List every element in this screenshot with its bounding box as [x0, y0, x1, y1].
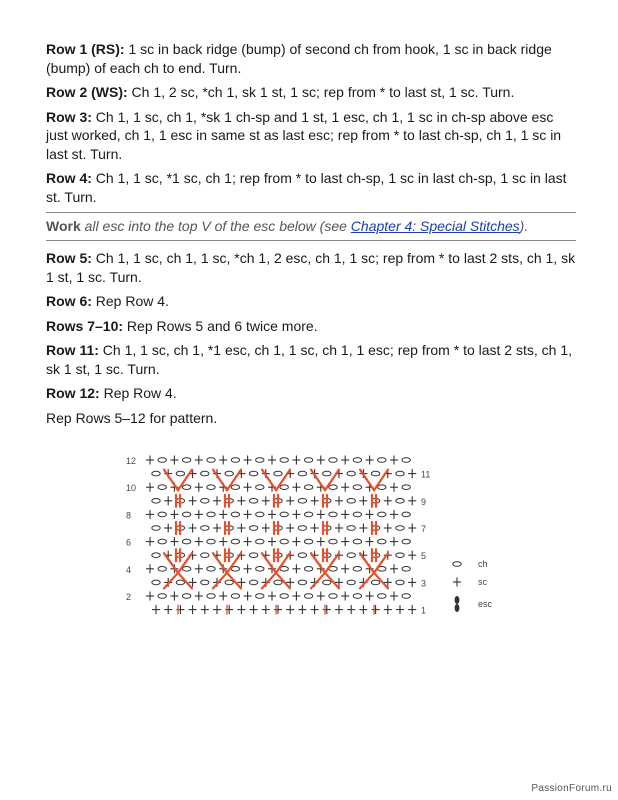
sc-symbol — [341, 592, 349, 601]
sc-symbol — [195, 537, 203, 546]
row-number-left: 12 — [126, 456, 137, 466]
ch-symbol — [249, 580, 257, 585]
sc-symbol — [195, 456, 203, 465]
sc-symbol — [390, 510, 398, 519]
row-number-right: 11 — [421, 469, 431, 480]
sc-symbol — [268, 456, 276, 465]
row-label: Row 11: — [46, 342, 99, 358]
sc-symbol — [237, 524, 245, 533]
sc-symbol — [189, 605, 197, 614]
sc-symbol — [237, 605, 245, 614]
ch-symbol — [396, 471, 404, 476]
ch-symbol — [207, 512, 215, 517]
ch-symbol — [280, 485, 288, 490]
pattern-content — [46, 40, 576, 433]
sc-symbol — [201, 605, 209, 614]
ch-symbol — [256, 512, 264, 517]
row-label: Row 2 (WS): — [46, 84, 128, 100]
ch-symbol — [231, 539, 239, 544]
ch-symbol — [298, 553, 306, 558]
sc-symbol — [274, 605, 282, 614]
ch-symbol — [207, 567, 215, 572]
sc-symbol — [390, 592, 398, 601]
sc-symbol — [292, 483, 300, 492]
sc-symbol — [244, 456, 252, 465]
row-number-right: 3 — [421, 578, 427, 589]
ch-symbol — [280, 594, 288, 599]
ch-symbol — [182, 512, 190, 517]
sc-symbol — [262, 605, 270, 614]
row-label: Row 5: — [46, 250, 92, 266]
sc-symbol — [359, 524, 367, 533]
sc-symbol — [244, 564, 252, 573]
sc-symbol — [390, 456, 398, 465]
ch-symbol — [249, 499, 257, 504]
ch-symbol — [201, 526, 209, 531]
sc-symbol — [317, 537, 325, 546]
ch-symbol — [298, 499, 306, 504]
ch-symbol — [158, 567, 166, 572]
ch-symbol — [158, 485, 166, 490]
ch-symbol — [256, 567, 264, 572]
ch-symbol — [402, 594, 410, 599]
sc-symbol — [335, 605, 343, 614]
sc-symbol — [335, 496, 343, 505]
row-number-right: 1 — [421, 605, 427, 616]
sc-symbol — [268, 592, 276, 601]
ch-symbol — [298, 471, 306, 476]
sc-symbol — [341, 456, 349, 465]
ch-symbol — [329, 594, 337, 599]
ch-symbol — [378, 512, 386, 517]
sc-symbol — [152, 605, 160, 614]
stitch-chart-svg — [118, 446, 508, 636]
sc-symbol — [189, 496, 197, 505]
ch-symbol — [323, 471, 331, 476]
sc-symbol — [262, 496, 270, 505]
sc-symbol — [268, 510, 276, 519]
ch-symbol — [378, 458, 386, 463]
sc-symbol — [292, 456, 300, 465]
ch-symbol — [396, 526, 404, 531]
ch-symbol — [201, 553, 209, 558]
ch-symbol — [353, 458, 361, 463]
row-number-left: 2 — [126, 592, 132, 602]
sc-symbol — [408, 469, 416, 478]
row-label: Row 3: — [46, 108, 92, 125]
sc-symbol — [366, 592, 374, 601]
row-text: Rep Rows 5 and 6 twice more. — [123, 317, 318, 334]
sc-symbol — [341, 537, 349, 546]
sc-symbol — [292, 592, 300, 601]
ch-symbol — [371, 471, 379, 476]
closing-instruction: Rep Rows 5–12 for pattern. — [46, 409, 218, 426]
sc-symbol — [390, 483, 398, 492]
sc-symbol — [219, 510, 227, 519]
sc-symbol — [292, 537, 300, 546]
sc-symbol — [453, 578, 461, 587]
row-number-left: 8 — [126, 510, 132, 521]
ch-symbol — [453, 562, 461, 567]
row-3 — [46, 108, 576, 164]
ch-symbol — [256, 458, 264, 463]
ch-symbol — [353, 594, 361, 599]
ch-symbol — [182, 567, 190, 572]
ch-symbol — [329, 512, 337, 517]
row-label: Row 6: — [46, 293, 92, 309]
ch-symbol — [371, 580, 379, 585]
ch-symbol — [304, 594, 312, 599]
ch-symbol — [378, 485, 386, 490]
sc-symbol — [268, 537, 276, 546]
row-4 — [46, 169, 576, 206]
ch-symbol — [353, 512, 361, 517]
sc-symbol — [341, 483, 349, 492]
row-text: Ch 1, 1 sc, ch 1, *sk 1 ch-sp and 1 st, 1 esc, ch 1, 1 sc in ch-sp above esc just worked, ch 1, 1 esc in same st as last esc; rep from * to last ch-sp, ch 1, 1 sc in last st. Turn. — [46, 108, 562, 162]
sc-symbol — [292, 564, 300, 573]
row-text: Ch 1, 1 sc, ch 1, *1 esc, ch 1, 1 sc, ch 1, 1 esc; rep from * to last 2 sts, ch 1, sk 1 st, 1 sc. Turn. — [46, 342, 573, 377]
ch-symbol — [347, 471, 355, 476]
row-number-right: 9 — [421, 496, 427, 507]
sc-symbol — [237, 496, 245, 505]
ch-symbol — [231, 594, 239, 599]
sc-symbol — [323, 605, 331, 614]
esc-icon — [455, 596, 460, 604]
ch-symbol — [378, 594, 386, 599]
sc-symbol — [341, 510, 349, 519]
ch-symbol — [280, 458, 288, 463]
row-text: Ch 1, 1 sc, ch 1, 1 sc, *ch 1, 2 esc, ch 1, 1 sc; rep from * to last 2 sts, ch 1, sk 1 st, 1 sc. Turn. — [46, 250, 576, 285]
sc-symbol — [359, 496, 367, 505]
legend-label-ch: ch — [478, 559, 488, 569]
ch-symbol — [152, 499, 160, 504]
row-number-left: 10 — [126, 483, 137, 494]
row-label: Row 12: — [46, 385, 100, 401]
sc-symbol — [146, 564, 154, 573]
ch-symbol — [176, 471, 184, 476]
ch-symbol — [396, 580, 404, 585]
sc-symbol — [384, 605, 392, 614]
ch-symbol — [158, 594, 166, 599]
ch-symbol — [152, 526, 160, 531]
stitch-chart — [118, 446, 508, 636]
ch-symbol — [329, 485, 337, 490]
sc-symbol — [219, 456, 227, 465]
sc-symbol — [164, 524, 172, 533]
ch-symbol — [347, 526, 355, 531]
sc-symbol — [195, 483, 203, 492]
ch-symbol — [402, 458, 410, 463]
sc-symbol — [146, 537, 154, 546]
sc-symbol — [146, 510, 154, 519]
ch-symbol — [256, 539, 264, 544]
sc-symbol — [195, 510, 203, 519]
ch-symbol — [158, 512, 166, 517]
sc-symbol — [384, 496, 392, 505]
sc-symbol — [408, 496, 416, 505]
ch-symbol — [347, 553, 355, 558]
sc-symbol — [250, 605, 258, 614]
sc-symbol — [396, 605, 404, 614]
esc-icon — [455, 604, 460, 612]
sc-symbol — [366, 456, 374, 465]
ch-symbol — [396, 499, 404, 504]
ch-symbol — [256, 594, 264, 599]
sc-symbol — [335, 524, 343, 533]
special-stitches-link[interactable]: Chapter 4: Special Stitches — [350, 218, 520, 234]
row-number-left: 4 — [126, 564, 132, 575]
ch-symbol — [207, 539, 215, 544]
esc-symbol — [227, 470, 241, 491]
ch-symbol — [182, 485, 190, 490]
ch-symbol — [329, 458, 337, 463]
ch-symbol — [353, 539, 361, 544]
row-label: Row 1 (RS): — [46, 41, 125, 57]
ch-symbol — [176, 580, 184, 585]
ch-symbol — [231, 567, 239, 572]
ch-symbol — [201, 499, 209, 504]
sc-symbol — [262, 524, 270, 533]
ch-symbol — [256, 485, 264, 490]
sc-symbol — [146, 592, 154, 601]
ch-symbol — [304, 539, 312, 544]
sc-symbol — [286, 496, 294, 505]
legend-label-sc: sc — [478, 577, 487, 587]
ch-symbol — [298, 580, 306, 585]
row-11 — [46, 341, 576, 378]
rows-7-10 — [46, 317, 576, 336]
ch-symbol — [347, 499, 355, 504]
row-text: Rep Row 4. — [91, 293, 169, 309]
esc-symbol — [164, 573, 178, 589]
sc-symbol — [219, 537, 227, 546]
ch-symbol — [182, 594, 190, 599]
ch-symbol — [402, 512, 410, 517]
note-text: all esc into the top V of the esc below (see — [80, 218, 351, 234]
sc-symbol — [170, 592, 178, 601]
ch-symbol — [249, 553, 257, 558]
ch-symbol — [249, 471, 257, 476]
sc-symbol — [347, 605, 355, 614]
sc-symbol — [244, 510, 252, 519]
sc-symbol — [317, 510, 325, 519]
row-text: Ch 1, 2 sc, *ch 1, sk 1 st, 1 sc; rep from * to last st, 1 sc. Turn. — [127, 84, 515, 100]
row-label: Row 4: — [46, 170, 92, 186]
sc-symbol — [164, 496, 172, 505]
sc-symbol — [146, 456, 154, 465]
sc-symbol — [408, 524, 416, 533]
sc-symbol — [195, 592, 203, 601]
row-12 — [46, 384, 576, 403]
sc-symbol — [286, 524, 294, 533]
sc-symbol — [384, 524, 392, 533]
sc-symbol — [311, 605, 319, 614]
row-5 — [46, 249, 576, 286]
sc-symbol — [146, 483, 154, 492]
sc-symbol — [366, 537, 374, 546]
row-number-right: 5 — [421, 551, 427, 562]
ch-symbol — [182, 458, 190, 463]
sc-symbol — [195, 564, 203, 573]
ch-symbol — [231, 458, 239, 463]
ch-symbol — [201, 580, 209, 585]
sc-symbol — [219, 592, 227, 601]
row-text: Rep Row 4. — [99, 385, 177, 401]
sc-symbol — [408, 605, 416, 614]
ch-symbol — [249, 526, 257, 531]
row-1 — [46, 40, 576, 77]
sc-symbol — [390, 564, 398, 573]
esc-symbol — [178, 470, 192, 491]
sc-symbol — [213, 605, 221, 614]
sc-symbol — [390, 537, 398, 546]
ch-symbol — [402, 539, 410, 544]
sc-symbol — [366, 510, 374, 519]
ch-symbol — [231, 485, 239, 490]
ch-symbol — [152, 580, 160, 585]
sc-symbol — [189, 524, 197, 533]
sc-symbol — [286, 605, 294, 614]
ch-symbol — [298, 526, 306, 531]
row-label: Rows 7–10: — [46, 317, 124, 334]
work-note — [46, 212, 576, 241]
ch-symbol — [225, 580, 233, 585]
row-number-left: 6 — [126, 537, 132, 548]
ch-symbol — [347, 580, 355, 585]
ch-symbol — [304, 567, 312, 572]
sc-symbol — [311, 496, 319, 505]
ch-symbol — [280, 539, 288, 544]
esc-symbol — [213, 573, 227, 589]
watermark: PassionForum.ru — [531, 783, 612, 794]
ch-symbol — [182, 539, 190, 544]
ch-symbol — [225, 471, 233, 476]
ch-symbol — [201, 471, 209, 476]
ch-symbol — [231, 512, 239, 517]
note-lead: Work — [46, 218, 81, 234]
ch-symbol — [158, 458, 166, 463]
sc-symbol — [170, 456, 178, 465]
legend-label-esc: esc — [478, 599, 493, 609]
sc-symbol — [170, 537, 178, 546]
ch-symbol — [402, 567, 410, 572]
ch-symbol — [353, 567, 361, 572]
sc-symbol — [213, 524, 221, 533]
row-text: Ch 1, 1 sc, *1 sc, ch 1; rep from * to last ch-sp, 1 sc in last ch-sp, 1 sc in last st. Turn. — [46, 170, 567, 205]
esc-symbol — [262, 573, 276, 589]
sc-symbol — [164, 605, 172, 614]
sc-symbol — [317, 592, 325, 601]
ch-symbol — [396, 553, 404, 558]
row-2 — [46, 83, 576, 102]
note-tail: ). — [519, 218, 529, 234]
ch-symbol — [378, 539, 386, 544]
ch-symbol — [207, 594, 215, 599]
sc-symbol — [341, 564, 349, 573]
ch-symbol — [304, 485, 312, 490]
ch-symbol — [158, 539, 166, 544]
sc-symbol — [372, 605, 380, 614]
row-6 — [46, 292, 576, 311]
sc-symbol — [408, 578, 416, 587]
ch-symbol — [280, 512, 288, 517]
sc-symbol — [311, 524, 319, 533]
sc-symbol — [213, 496, 221, 505]
sc-symbol — [292, 510, 300, 519]
ch-symbol — [329, 539, 337, 544]
sc-symbol — [317, 456, 325, 465]
ch-symbol — [323, 580, 331, 585]
ch-symbol — [274, 580, 282, 585]
sc-symbol — [244, 592, 252, 601]
sc-symbol — [359, 605, 367, 614]
ch-symbol — [152, 553, 160, 558]
ch-symbol — [274, 471, 282, 476]
row-number-right: 7 — [421, 524, 427, 534]
sc-symbol — [244, 537, 252, 546]
ch-symbol — [207, 485, 215, 490]
sc-symbol — [408, 551, 416, 560]
sc-symbol — [298, 605, 306, 614]
ch-symbol — [353, 485, 361, 490]
ch-symbol — [207, 458, 215, 463]
ch-symbol — [304, 458, 312, 463]
ch-symbol — [152, 471, 160, 476]
sc-symbol — [244, 483, 252, 492]
sc-symbol — [170, 510, 178, 519]
ch-symbol — [402, 485, 410, 490]
ch-symbol — [304, 512, 312, 517]
row-text: 1 sc in back ridge (bump) of second ch from hook, 1 sc in back ridge (bump) of each ch to end. Turn. — [46, 41, 552, 76]
